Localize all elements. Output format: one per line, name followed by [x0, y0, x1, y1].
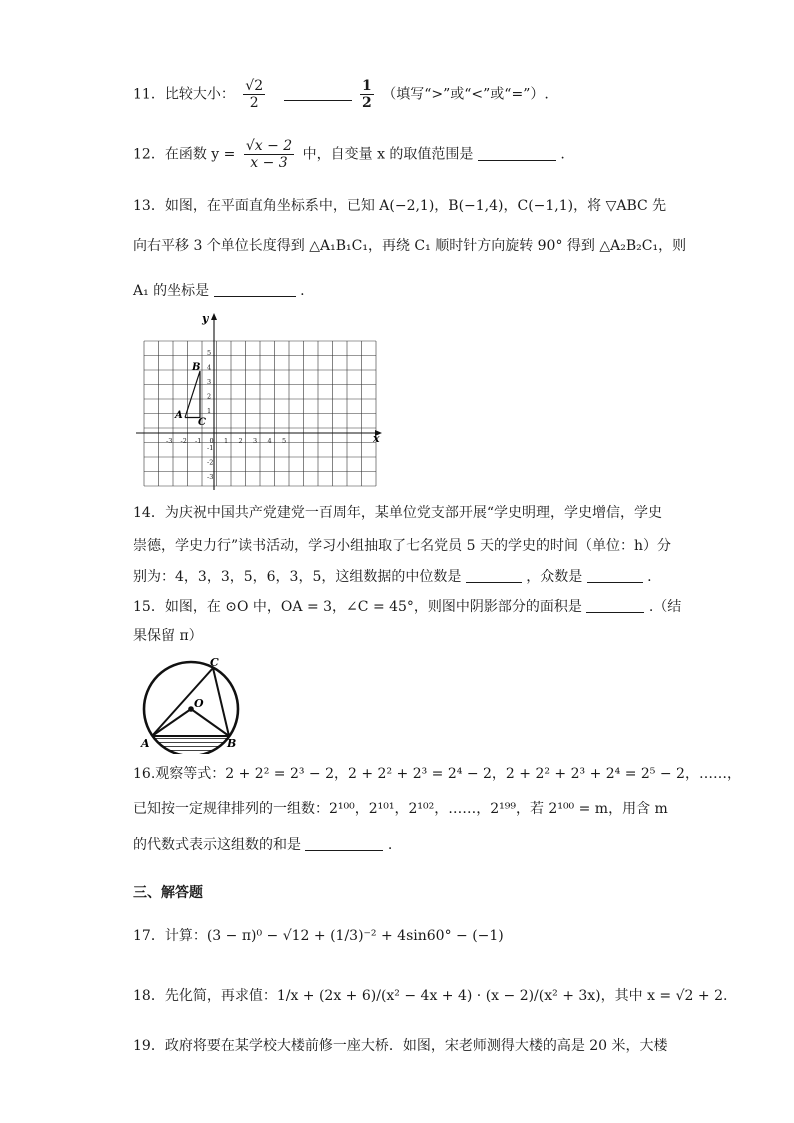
line-ca: [152, 668, 213, 736]
question-11: [133, 78, 549, 111]
x-tick-label: -1: [195, 437, 202, 445]
x-tick-label: 2: [238, 437, 243, 445]
y-tick-label: 2: [207, 392, 212, 401]
q12-prefix: 12．在函数 y =: [133, 146, 236, 163]
question-15-line-2: 果保留 π）: [133, 628, 203, 644]
y-tick-label: -2: [207, 458, 214, 467]
q15-line1-prefix: 15．如图，在 ⊙O 中，OA = 3，∠C = 45°，则图中阴影部分的面积是: [133, 599, 582, 615]
q12-denominator: x − 3: [250, 155, 288, 171]
x-tick-label: 3: [253, 437, 258, 445]
question-19: 19．政府将要在某学校大楼前修一座大桥．如图，宋老师测得大楼的高是 20 米，大楼: [133, 1038, 668, 1054]
question-14-line-3: [133, 566, 652, 587]
question-14-line-1: 14．为庆祝中国共产党建党一百周年，某单位党支部开展“学史明理，学史增信，学史: [133, 505, 662, 521]
y-axis-arrow: [211, 313, 217, 320]
q15-answer-blank[interactable]: [586, 596, 644, 613]
question-16-line-1: 16.观察等式：2 + 2² = 2³ − 2，2 + 2² + 2³ = 2⁴ − 2，2 + 2² + 2³ + 2⁴ = 2⁵ − 2，……，: [133, 766, 741, 782]
y-axis-label: y: [202, 312, 209, 325]
question-15-line-1: [133, 596, 681, 617]
point-label-b: B: [192, 362, 201, 373]
q12-end: .: [560, 146, 565, 163]
q12-fraction: [244, 138, 294, 171]
q16-answer-blank[interactable]: [305, 834, 383, 851]
question-17: 17．计算：(3 − π)⁰ − √12 + (1/3)⁻² + 4sin60° − (−1): [133, 928, 504, 944]
label-c: C: [210, 656, 219, 669]
q11-prefix: 11．比较大小：: [133, 86, 235, 103]
q11-frac1-numerator: √2: [245, 78, 264, 94]
q11-fraction-2: [360, 78, 374, 111]
x-tick-label: -3: [166, 437, 173, 445]
q16-line3-end: .: [387, 837, 393, 853]
q11-frac2-numerator: 1: [362, 78, 372, 94]
point-label-a: A: [175, 410, 183, 421]
x-tick-label: 0: [209, 437, 214, 445]
question-14-line-2: 崇德，学史力行”读书活动，学习小组抽取了七名党员 5 天的学史的时间（单位：h）分: [133, 538, 671, 554]
q13-line3-prefix: A₁ 的坐标是: [133, 283, 210, 299]
question-16-line-3: [133, 834, 392, 855]
q13-answer-blank[interactable]: [214, 280, 296, 297]
label-o: O: [194, 697, 204, 710]
q11-fraction-1: [243, 78, 265, 111]
y-tick-label: 1: [207, 407, 212, 415]
axes: [136, 316, 380, 490]
q11-suffix: （填写“>”或“<”或“=”）.: [382, 86, 549, 103]
q12-suffix: 中，自变量 x 的取值范围是: [302, 146, 474, 163]
x-tick-label: 4: [267, 437, 272, 445]
y-tick-label: 5: [207, 349, 212, 357]
q13-line3-end: .: [300, 283, 305, 299]
question-16-line-2: 已知按一定规律排列的一组数：2¹⁰⁰，2¹⁰¹，2¹⁰²，……，2¹⁹⁹，若 2¹⁰⁰ = m，用含 m: [133, 801, 668, 817]
question-18: 18．先化简，再求值：1/x + (2x + 6)/(x² − 4x + 4) · (x − 2)/(x² + 3x)，其中 x = √2 + 2.: [133, 988, 728, 1004]
y-tick-labels: [207, 349, 213, 481]
q16-line3-prefix: 的代数式表示这组数的和是: [133, 837, 301, 853]
y-tick-label: 4: [207, 363, 212, 372]
q12-answer-blank[interactable]: [478, 144, 556, 161]
question-12: [133, 138, 565, 171]
coordinate-grid-figure: [130, 310, 390, 495]
question-13-line-3: [133, 280, 305, 301]
q12-numerator: √x − 2: [245, 138, 293, 154]
center-point: [188, 706, 194, 712]
x-tick-label: 1: [224, 437, 229, 445]
x-tick-label: -2: [180, 437, 187, 445]
label-a: A: [141, 737, 150, 750]
label-b: B: [227, 737, 237, 750]
y-tick-label: 3: [207, 378, 212, 386]
x-tick-labels: [166, 437, 286, 445]
x-tick-label: 5: [282, 437, 287, 445]
q11-frac1-denominator: 2: [249, 95, 259, 111]
q15-line1-end: .（结: [648, 599, 682, 615]
point-label-c: C: [198, 417, 206, 428]
x-axis-label: x: [373, 432, 380, 445]
question-13-line-1: 13．如图，在平面直角坐标系中，已知 A(−2,1)，B(−1,4)，C(−1,1)，将 ▽ABC 先: [133, 198, 667, 214]
q14-mode-blank[interactable]: [587, 566, 643, 583]
q11-answer-blank[interactable]: [284, 84, 352, 101]
q14-line3-mid: ，众数是: [526, 569, 583, 585]
section-3-title: 三、解答题: [133, 885, 203, 901]
y-tick-label: -3: [207, 473, 214, 481]
shaded-segment: [152, 736, 229, 754]
question-13-line-2: 向右平移 3 个单位长度得到 △A₁B₁C₁，再绕 C₁ 顺时针方向旋转 90° 得到 △A₂B₂C₁，则: [133, 238, 687, 254]
q14-line3-prefix: 别为：4，3，3，5，6，3，5，这组数据的中位数是: [133, 569, 462, 585]
circle-figure: [133, 654, 273, 754]
q14-median-blank[interactable]: [466, 566, 522, 583]
q14-line3-end: .: [647, 569, 652, 585]
y-tick-label: -1: [207, 444, 214, 452]
q11-frac2-denominator: 2: [362, 95, 372, 111]
